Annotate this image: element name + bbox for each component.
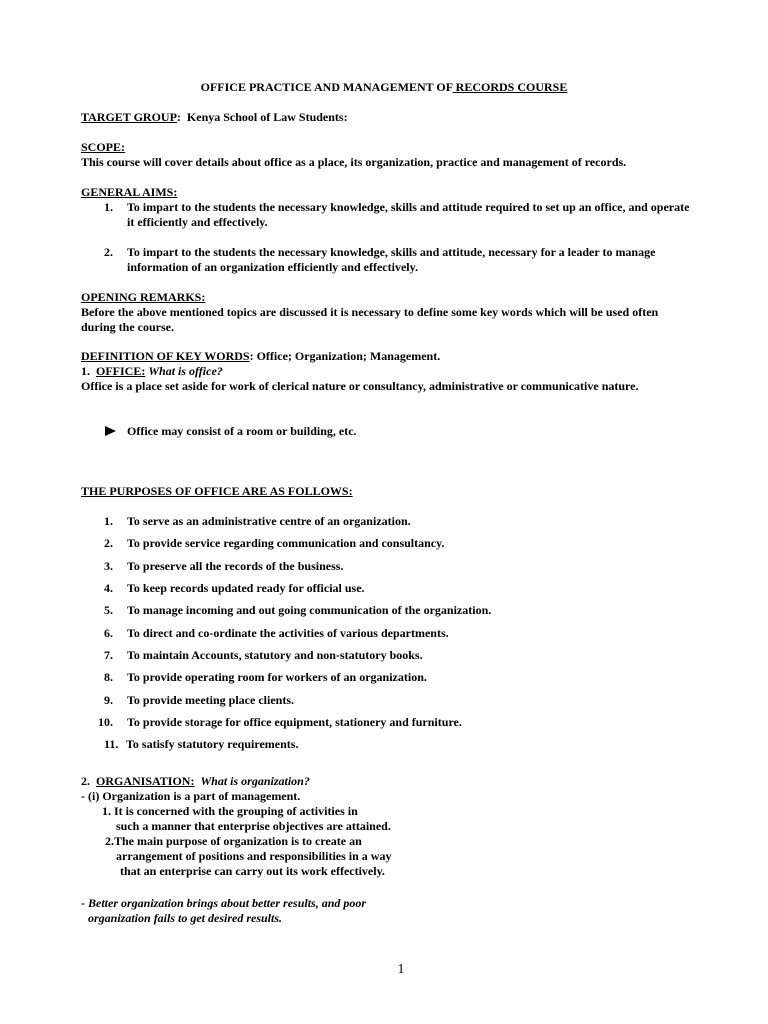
organisation-line: such a manner that enterprise objectives are attained. (116, 819, 391, 833)
organisation-line: 1. It is concerned with the grouping of activities in (102, 804, 358, 818)
general-aims-heading: GENERAL AIMS: (81, 185, 178, 199)
purpose-number: 1. (104, 514, 113, 528)
page-number: 1 (397, 962, 405, 977)
office-definition: Office is a place set aside for work of clerical nature or consultancy, administrative or communicative nature. (81, 379, 639, 393)
target-group-colon: : (176, 110, 181, 124)
opening-remarks-line: Before the above mentioned topics are discussed it is necessary to define some key words which will be used often (81, 305, 659, 319)
purpose-number: 9. (104, 693, 113, 707)
organisation-line: 2.The main purpose of organization is to create an (105, 834, 362, 848)
purpose-number: 6. (104, 626, 113, 640)
opening-remarks-heading: OPENING REMARKS: (81, 290, 206, 304)
purpose-item: To keep records updated ready for official use. (127, 581, 365, 595)
definitions-terms: : Office; Organization; Management. (249, 349, 441, 363)
aim-number: 2. (104, 245, 113, 259)
organisation-line: - (i) Organization is a part of management. (81, 789, 301, 803)
organisation-note: organization fails to get desired results. (88, 911, 283, 925)
target-group-label: TARGET GROUP (81, 110, 177, 124)
office-label: OFFICE: (96, 364, 146, 378)
purpose-number: 4. (104, 581, 113, 595)
definitions-heading: DEFINITION OF KEY WORDS (81, 349, 250, 363)
organisation-number: 2. (81, 774, 90, 788)
purpose-number: 10. (98, 715, 113, 729)
purposes-heading: THE PURPOSES OF OFFICE ARE AS FOLLOWS: (81, 484, 353, 498)
scope-text: This course will cover details about office as a place, its organization, practice and management of records. (81, 155, 627, 169)
aim-number: 1. (104, 200, 113, 214)
purpose-number: 11. (104, 737, 119, 751)
opening-remarks-line: during the course. (81, 320, 174, 334)
aim-line: it efficiently and effectively. (127, 215, 268, 229)
purpose-number: 5. (104, 603, 113, 617)
purpose-number: 8. (104, 670, 113, 684)
purpose-item: To manage incoming and out going communication of the organization. (127, 603, 492, 617)
aim-line: information of an organization efficiently and effectively. (127, 260, 418, 274)
purpose-item: To preserve all the records of the business. (127, 559, 344, 573)
office-bullet-text: Office may consist of a room or building, etc. (127, 424, 357, 438)
organisation-heading (81, 774, 310, 789)
organisation-line: arrangement of positions and responsibilities in a way (116, 849, 392, 863)
purpose-item: To provide service regarding communication and consultancy. (127, 536, 445, 550)
organisation-label: ORGANISATION: (96, 774, 195, 788)
definitions-line (81, 349, 440, 364)
purpose-item: To provide operating room for workers of an organization. (127, 670, 427, 684)
purpose-item: To maintain Accounts, statutory and non-statutory books. (127, 648, 423, 662)
target-group-value: Kenya School of Law Students: (186, 110, 348, 124)
purpose-item: To satisfy statutory requirements. (126, 737, 299, 751)
purpose-item: To provide meeting place clients. (127, 693, 294, 707)
purpose-item: To provide storage for office equipment, stationery and furniture. (127, 715, 462, 729)
purpose-item: To direct and co-ordinate the activities of various departments. (127, 626, 449, 640)
arrow-bullet-icon (105, 426, 116, 436)
organisation-line: that an enterprise can carry out its work effectively. (120, 864, 385, 878)
purpose-number: 2. (104, 536, 113, 550)
document-title (0, 80, 768, 95)
office-heading (81, 364, 223, 379)
purpose-number: 7. (104, 648, 113, 662)
title-main: OFFICE PRACTICE AND MANAGEMENT OF (200, 80, 453, 94)
purpose-number: 3. (104, 559, 113, 573)
scope-heading: SCOPE: (81, 140, 126, 154)
purpose-item: To serve as an administrative centre of an organization. (127, 514, 411, 528)
title-records-course: RECORDS COURSE (452, 80, 568, 94)
aim-line: To impart to the students the necessary knowledge, skills and attitude, necessary for a leader to manage (127, 245, 656, 259)
organisation-note: - Better organization brings about better results, and poor (81, 896, 367, 910)
office-question: What is office? (148, 364, 223, 378)
office-number: 1. (81, 364, 90, 378)
organisation-question: What is organization? (200, 774, 310, 788)
target-group (81, 110, 348, 125)
aim-line: To impart to the students the necessary knowledge, skills and attitude required to set up an office, and operate (127, 200, 690, 214)
